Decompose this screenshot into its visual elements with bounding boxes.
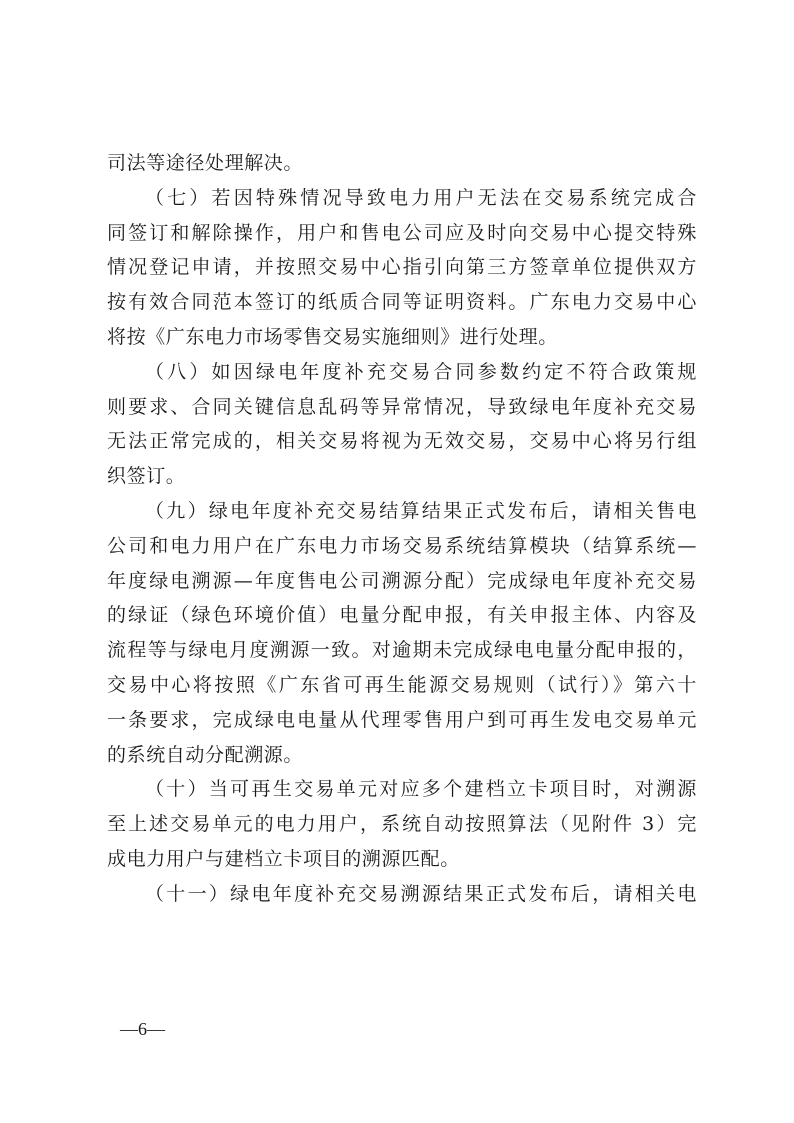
text-line: 情况登记申请，并按照交易中心指引向第三方签章单位提供双方 — [107, 256, 697, 279]
text-line: 一条要求，完成绿电电量从代理零售用户到可再生发电交易单元 — [107, 708, 697, 731]
text-line: 的绿证（绿色环境价值）电量分配申报，有关申报主体、内容及 — [107, 604, 697, 627]
text-line: 的系统自动分配溯源。 — [107, 743, 304, 766]
text-line: 无法正常完成的，相关交易将视为无效交易，交易中心将另行组 — [107, 430, 697, 453]
text-line: 则要求、合同关键信息乱码等异常情况，导致绿电年度补充交易 — [107, 395, 697, 418]
text-line: 公司和电力用户在广东电力市场交易系统结算模块（结算系统— — [107, 534, 697, 557]
text-line: （十）当可再生交易单元对应多个建档立卡项目时，对溯源 — [145, 778, 697, 801]
text-line: （七）若因特殊情况导致电力用户无法在交易系统完成合 — [145, 186, 697, 209]
text-line: 司法等途径处理解决。 — [107, 152, 304, 174]
text-line: 流程等与绿电月度溯源一致。对逾期未完成绿电电量分配申报的， — [107, 639, 697, 662]
text-line: 至上述交易单元的电力用户，系统自动按照算法（见附件 3）完 — [107, 813, 697, 836]
text-line: （八）如因绿电年度补充交易合同参数约定不符合政策规 — [145, 360, 697, 383]
page-number: —6— — [120, 1019, 165, 1039]
text-line: （十一）绿电年度补充交易溯源结果正式发布后，请相关电 — [145, 882, 697, 905]
text-line: 按有效合同范本签订的纸质合同等证明资料。广东电力交易中心 — [107, 291, 697, 314]
text-line: 年度绿电溯源—年度售电公司溯源分配）完成绿电年度补充交易 — [107, 569, 697, 592]
text-line: 将按《广东电力市场零售交易实施细则》进行处理。 — [107, 325, 558, 348]
text-line: 成电力用户与建档立卡项目的溯源匹配。 — [107, 847, 460, 870]
text-line: 织签订。 — [107, 465, 186, 488]
text-line: 交易中心将按照《广东省可再生能源交易规则（试行）》第六十 — [107, 673, 697, 696]
text-line: （九）绿电年度补充交易结算结果正式发布后，请相关售电 — [145, 499, 697, 522]
body-text — [107, 146, 697, 912]
text-line: 同签订和解除操作，用户和售电公司应及时向交易中心提交特殊 — [107, 221, 697, 244]
